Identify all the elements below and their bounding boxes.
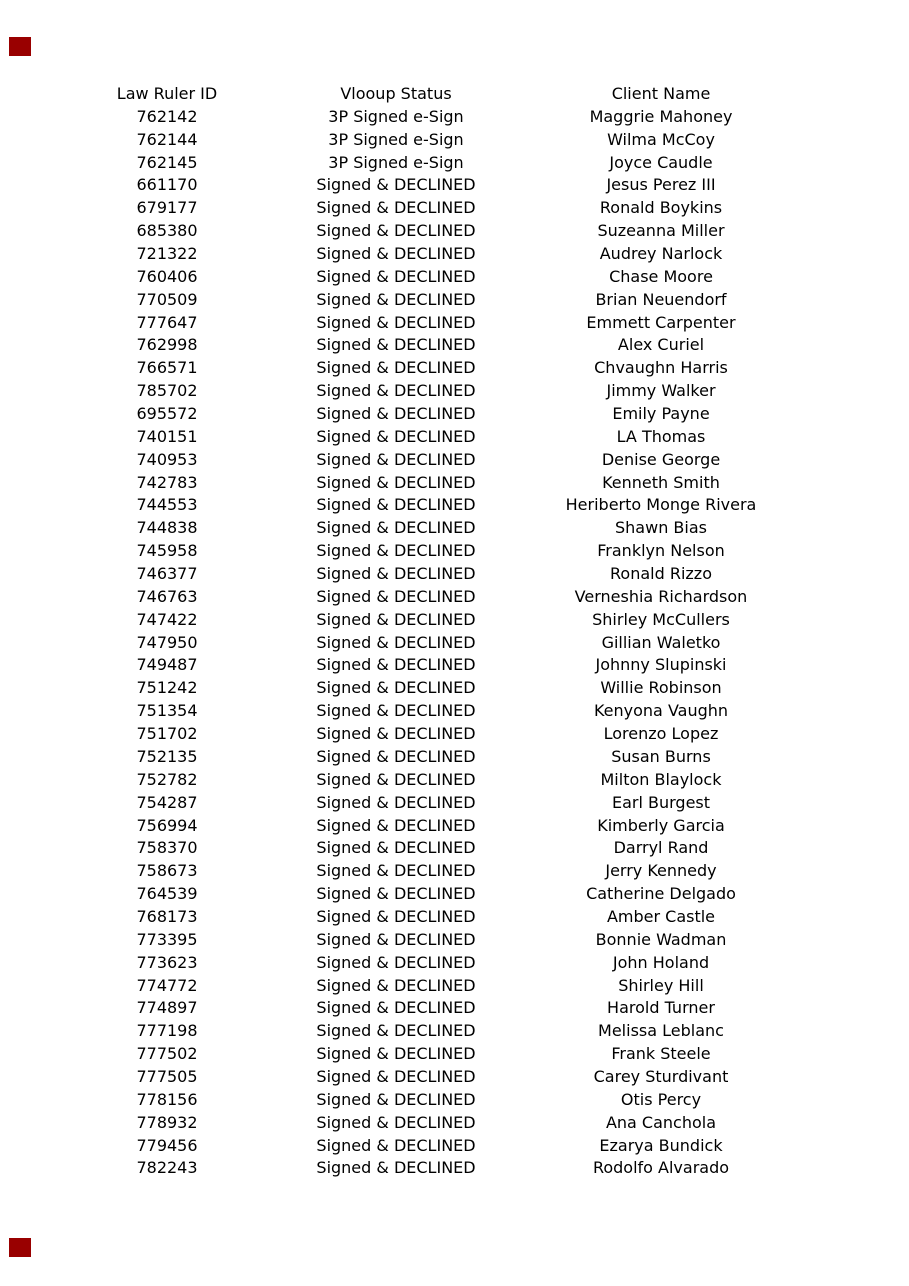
cell-client-name: Joyce Caudle bbox=[609, 152, 713, 172]
column-header-law-ruler-id: Law Ruler ID bbox=[116, 84, 218, 103]
cell-law-ruler-id: 779456 bbox=[136, 1135, 198, 1155]
table-row bbox=[60, 997, 804, 1020]
cell-client-name: Brian Neuendorf bbox=[595, 289, 727, 309]
table-row bbox=[60, 906, 804, 929]
table-row bbox=[60, 220, 804, 243]
cell-client-name: Kenyona Vaughn bbox=[593, 701, 729, 721]
cell-law-ruler-id: 782243 bbox=[136, 1158, 198, 1178]
table-row bbox=[60, 632, 804, 655]
table-row bbox=[60, 403, 804, 426]
cell-vlooup-status: Signed & DECLINED bbox=[316, 632, 476, 652]
column-header-vlooup-status: Vlooup Status bbox=[340, 84, 452, 103]
table-row bbox=[60, 517, 804, 540]
cell-law-ruler-id: 774897 bbox=[136, 998, 198, 1018]
table-row bbox=[60, 563, 804, 586]
cell-law-ruler-id: 740151 bbox=[136, 426, 198, 446]
table-row bbox=[60, 700, 804, 723]
cell-client-name: Johnny Slupinski bbox=[595, 655, 727, 675]
cell-vlooup-status: Signed & DECLINED bbox=[316, 1021, 476, 1041]
cell-law-ruler-id: 777647 bbox=[136, 312, 198, 332]
cell-client-name: Kimberly Garcia bbox=[597, 815, 725, 835]
cell-law-ruler-id: 746377 bbox=[136, 564, 198, 584]
cell-client-name: Ronald Rizzo bbox=[610, 564, 712, 584]
table-row bbox=[60, 952, 804, 975]
cell-law-ruler-id: 747950 bbox=[136, 632, 198, 652]
cell-vlooup-status: Signed & DECLINED bbox=[316, 358, 476, 378]
cell-vlooup-status: Signed & DECLINED bbox=[316, 952, 476, 972]
cell-vlooup-status: Signed & DECLINED bbox=[316, 266, 476, 286]
table-row bbox=[60, 1066, 804, 1089]
cell-client-name: Denise George bbox=[601, 449, 721, 469]
cell-law-ruler-id: 747422 bbox=[136, 609, 198, 629]
cell-client-name: Bonnie Wadman bbox=[595, 929, 727, 949]
cell-client-name: Melissa Leblanc bbox=[598, 1021, 724, 1041]
cell-vlooup-status: 3P Signed e-Sign bbox=[328, 106, 464, 126]
cell-client-name: Alex Curiel bbox=[617, 335, 705, 355]
table-row bbox=[60, 266, 804, 289]
cell-vlooup-status: Signed & DECLINED bbox=[316, 838, 476, 858]
cell-law-ruler-id: 770509 bbox=[136, 289, 198, 309]
cell-client-name: Darryl Rand bbox=[613, 838, 709, 858]
cell-client-name: Milton Blaylock bbox=[600, 769, 722, 789]
cell-client-name: Maggrie Mahoney bbox=[589, 106, 733, 126]
cell-law-ruler-id: 751354 bbox=[136, 701, 198, 721]
table-row bbox=[60, 1020, 804, 1043]
table-row bbox=[60, 586, 804, 609]
cell-vlooup-status: Signed & DECLINED bbox=[316, 335, 476, 355]
cell-client-name: Jerry Kennedy bbox=[605, 861, 717, 881]
cell-law-ruler-id: 764539 bbox=[136, 884, 198, 904]
cell-vlooup-status: Signed & DECLINED bbox=[316, 678, 476, 698]
cell-client-name: LA Thomas bbox=[616, 426, 706, 446]
table-row bbox=[60, 312, 804, 335]
cell-client-name: Wilma McCoy bbox=[607, 129, 715, 149]
cell-vlooup-status: Signed & DECLINED bbox=[316, 312, 476, 332]
cell-client-name: Amber Castle bbox=[606, 906, 716, 926]
cell-vlooup-status: Signed & DECLINED bbox=[316, 746, 476, 766]
cell-law-ruler-id: 758370 bbox=[136, 838, 198, 858]
cell-vlooup-status: Signed & DECLINED bbox=[316, 998, 476, 1018]
cell-vlooup-status: Signed & DECLINED bbox=[316, 289, 476, 309]
table-row bbox=[60, 289, 804, 312]
table-row bbox=[60, 792, 804, 815]
table-row bbox=[60, 334, 804, 357]
cell-vlooup-status: Signed & DECLINED bbox=[316, 1112, 476, 1132]
table-row bbox=[60, 494, 804, 517]
cell-law-ruler-id: 745958 bbox=[136, 541, 198, 561]
cell-law-ruler-id: 756994 bbox=[136, 815, 198, 835]
cell-law-ruler-id: 721322 bbox=[136, 244, 198, 264]
cell-vlooup-status: Signed & DECLINED bbox=[316, 815, 476, 835]
cell-vlooup-status: Signed & DECLINED bbox=[316, 769, 476, 789]
cell-law-ruler-id: 661170 bbox=[136, 175, 198, 195]
cell-client-name: Lorenzo Lopez bbox=[603, 724, 719, 744]
table-row bbox=[60, 860, 804, 883]
cell-law-ruler-id: 752782 bbox=[136, 769, 198, 789]
cell-vlooup-status: Signed & DECLINED bbox=[316, 198, 476, 218]
cell-vlooup-status: Signed & DECLINED bbox=[316, 472, 476, 492]
cell-law-ruler-id: 762142 bbox=[136, 106, 198, 126]
table-row bbox=[60, 883, 804, 906]
cell-client-name: Susan Burns bbox=[611, 746, 711, 766]
cell-law-ruler-id: 760406 bbox=[136, 266, 198, 286]
table-row bbox=[60, 1135, 804, 1158]
table-row bbox=[60, 357, 804, 380]
cell-vlooup-status: Signed & DECLINED bbox=[316, 861, 476, 881]
cell-client-name: Rodolfo Alvarado bbox=[592, 1158, 730, 1178]
cell-law-ruler-id: 679177 bbox=[136, 198, 198, 218]
cell-client-name: Shirley McCullers bbox=[592, 609, 730, 629]
cell-law-ruler-id: 768173 bbox=[136, 906, 198, 926]
cell-vlooup-status: Signed & DECLINED bbox=[316, 1044, 476, 1064]
cell-law-ruler-id: 758673 bbox=[136, 861, 198, 881]
table-row bbox=[60, 746, 804, 769]
cell-vlooup-status: Signed & DECLINED bbox=[316, 541, 476, 561]
table-row bbox=[60, 815, 804, 838]
table-row bbox=[60, 929, 804, 952]
cell-client-name: Gillian Waletko bbox=[601, 632, 721, 652]
table-row bbox=[60, 975, 804, 998]
cell-vlooup-status: Signed & DECLINED bbox=[316, 449, 476, 469]
cell-law-ruler-id: 762144 bbox=[136, 129, 198, 149]
table-row bbox=[60, 243, 804, 266]
cell-vlooup-status: Signed & DECLINED bbox=[316, 1158, 476, 1178]
table-row bbox=[60, 540, 804, 563]
cell-law-ruler-id: 744553 bbox=[136, 495, 198, 515]
column-header-client-name: Client Name bbox=[611, 84, 711, 103]
cell-vlooup-status: Signed & DECLINED bbox=[316, 929, 476, 949]
cell-client-name: Shirley Hill bbox=[618, 975, 704, 995]
cell-law-ruler-id: 766571 bbox=[136, 358, 198, 378]
cell-client-name: Verneshia Richardson bbox=[574, 586, 748, 606]
cell-law-ruler-id: 777505 bbox=[136, 1066, 198, 1086]
report-table bbox=[60, 83, 804, 1180]
cell-vlooup-status: Signed & DECLINED bbox=[316, 518, 476, 538]
cell-client-name: Chase Moore bbox=[609, 266, 713, 286]
cell-law-ruler-id: 744838 bbox=[136, 518, 198, 538]
cell-law-ruler-id: 774772 bbox=[136, 975, 198, 995]
table-row bbox=[60, 1112, 804, 1135]
cell-vlooup-status: Signed & DECLINED bbox=[316, 655, 476, 675]
cell-vlooup-status: Signed & DECLINED bbox=[316, 792, 476, 812]
table-row bbox=[60, 769, 804, 792]
cell-vlooup-status: Signed & DECLINED bbox=[316, 495, 476, 515]
table-row bbox=[60, 174, 804, 197]
page-marker-bottom bbox=[9, 1238, 31, 1257]
table-body bbox=[60, 106, 804, 1180]
cell-law-ruler-id: 742783 bbox=[136, 472, 198, 492]
page-marker-top bbox=[9, 37, 31, 56]
cell-client-name: Harold Turner bbox=[607, 998, 715, 1018]
table-row bbox=[60, 426, 804, 449]
cell-client-name: Jimmy Walker bbox=[606, 381, 716, 401]
cell-law-ruler-id: 778156 bbox=[136, 1089, 198, 1109]
cell-law-ruler-id: 773395 bbox=[136, 929, 198, 949]
table-row bbox=[60, 654, 804, 677]
cell-vlooup-status: Signed & DECLINED bbox=[316, 609, 476, 629]
cell-client-name: Suzeanna Miller bbox=[597, 221, 725, 241]
cell-vlooup-status: Signed & DECLINED bbox=[316, 1135, 476, 1155]
cell-vlooup-status: Signed & DECLINED bbox=[316, 906, 476, 926]
cell-client-name: Ronald Boykins bbox=[599, 198, 723, 218]
cell-client-name: Ezarya Bundick bbox=[599, 1135, 723, 1155]
cell-law-ruler-id: 773623 bbox=[136, 952, 198, 972]
cell-client-name: Ana Canchola bbox=[605, 1112, 717, 1132]
cell-client-name: Willie Robinson bbox=[600, 678, 722, 698]
cell-client-name: Emmett Carpenter bbox=[586, 312, 736, 332]
table-row bbox=[60, 837, 804, 860]
table-row bbox=[60, 1089, 804, 1112]
cell-client-name: Chvaughn Harris bbox=[594, 358, 728, 378]
table-row bbox=[60, 380, 804, 403]
cell-vlooup-status: 3P Signed e-Sign bbox=[328, 152, 464, 172]
cell-law-ruler-id: 695572 bbox=[136, 404, 198, 424]
cell-vlooup-status: Signed & DECLINED bbox=[316, 175, 476, 195]
cell-law-ruler-id: 740953 bbox=[136, 449, 198, 469]
cell-client-name: Audrey Narlock bbox=[599, 244, 723, 264]
cell-law-ruler-id: 785702 bbox=[136, 381, 198, 401]
cell-vlooup-status: Signed & DECLINED bbox=[316, 426, 476, 446]
cell-client-name: Otis Percy bbox=[620, 1089, 702, 1109]
cell-law-ruler-id: 749487 bbox=[136, 655, 198, 675]
table-row bbox=[60, 197, 804, 220]
cell-vlooup-status: Signed & DECLINED bbox=[316, 564, 476, 584]
cell-client-name: Earl Burgest bbox=[611, 792, 711, 812]
table-header-row bbox=[60, 83, 804, 106]
cell-client-name: Catherine Delgado bbox=[586, 884, 736, 904]
table-row bbox=[60, 129, 804, 152]
cell-client-name: Emily Payne bbox=[612, 404, 710, 424]
cell-law-ruler-id: 751702 bbox=[136, 724, 198, 744]
cell-vlooup-status: Signed & DECLINED bbox=[316, 1066, 476, 1086]
table-row bbox=[60, 472, 804, 495]
cell-vlooup-status: Signed & DECLINED bbox=[316, 586, 476, 606]
cell-vlooup-status: 3P Signed e-Sign bbox=[328, 129, 464, 149]
cell-vlooup-status: Signed & DECLINED bbox=[316, 975, 476, 995]
cell-client-name: Frank Steele bbox=[611, 1044, 711, 1064]
cell-law-ruler-id: 762145 bbox=[136, 152, 198, 172]
cell-client-name: Kenneth Smith bbox=[602, 472, 720, 492]
cell-vlooup-status: Signed & DECLINED bbox=[316, 884, 476, 904]
cell-law-ruler-id: 778932 bbox=[136, 1112, 198, 1132]
cell-client-name: Carey Sturdivant bbox=[593, 1066, 729, 1086]
cell-client-name: John Holand bbox=[612, 952, 710, 972]
cell-vlooup-status: Signed & DECLINED bbox=[316, 701, 476, 721]
cell-vlooup-status: Signed & DECLINED bbox=[316, 1089, 476, 1109]
table-row bbox=[60, 1157, 804, 1180]
cell-law-ruler-id: 751242 bbox=[136, 678, 198, 698]
cell-client-name: Jesus Perez III bbox=[606, 175, 716, 195]
table-row bbox=[60, 723, 804, 746]
cell-client-name: Heriberto Monge Rivera bbox=[565, 495, 757, 515]
cell-law-ruler-id: 746763 bbox=[136, 586, 198, 606]
table-row bbox=[60, 609, 804, 632]
cell-law-ruler-id: 777198 bbox=[136, 1021, 198, 1041]
cell-law-ruler-id: 754287 bbox=[136, 792, 198, 812]
table-row bbox=[60, 449, 804, 472]
cell-law-ruler-id: 752135 bbox=[136, 746, 198, 766]
cell-vlooup-status: Signed & DECLINED bbox=[316, 244, 476, 264]
cell-vlooup-status: Signed & DECLINED bbox=[316, 221, 476, 241]
cell-law-ruler-id: 777502 bbox=[136, 1044, 198, 1064]
table-row bbox=[60, 106, 804, 129]
cell-vlooup-status: Signed & DECLINED bbox=[316, 724, 476, 744]
cell-law-ruler-id: 762998 bbox=[136, 335, 198, 355]
cell-law-ruler-id: 685380 bbox=[136, 221, 198, 241]
cell-vlooup-status: Signed & DECLINED bbox=[316, 404, 476, 424]
cell-vlooup-status: Signed & DECLINED bbox=[316, 381, 476, 401]
table-row bbox=[60, 1043, 804, 1066]
table-row bbox=[60, 677, 804, 700]
cell-client-name: Shawn Bias bbox=[615, 518, 707, 538]
cell-client-name: Franklyn Nelson bbox=[597, 541, 725, 561]
table-row bbox=[60, 152, 804, 175]
